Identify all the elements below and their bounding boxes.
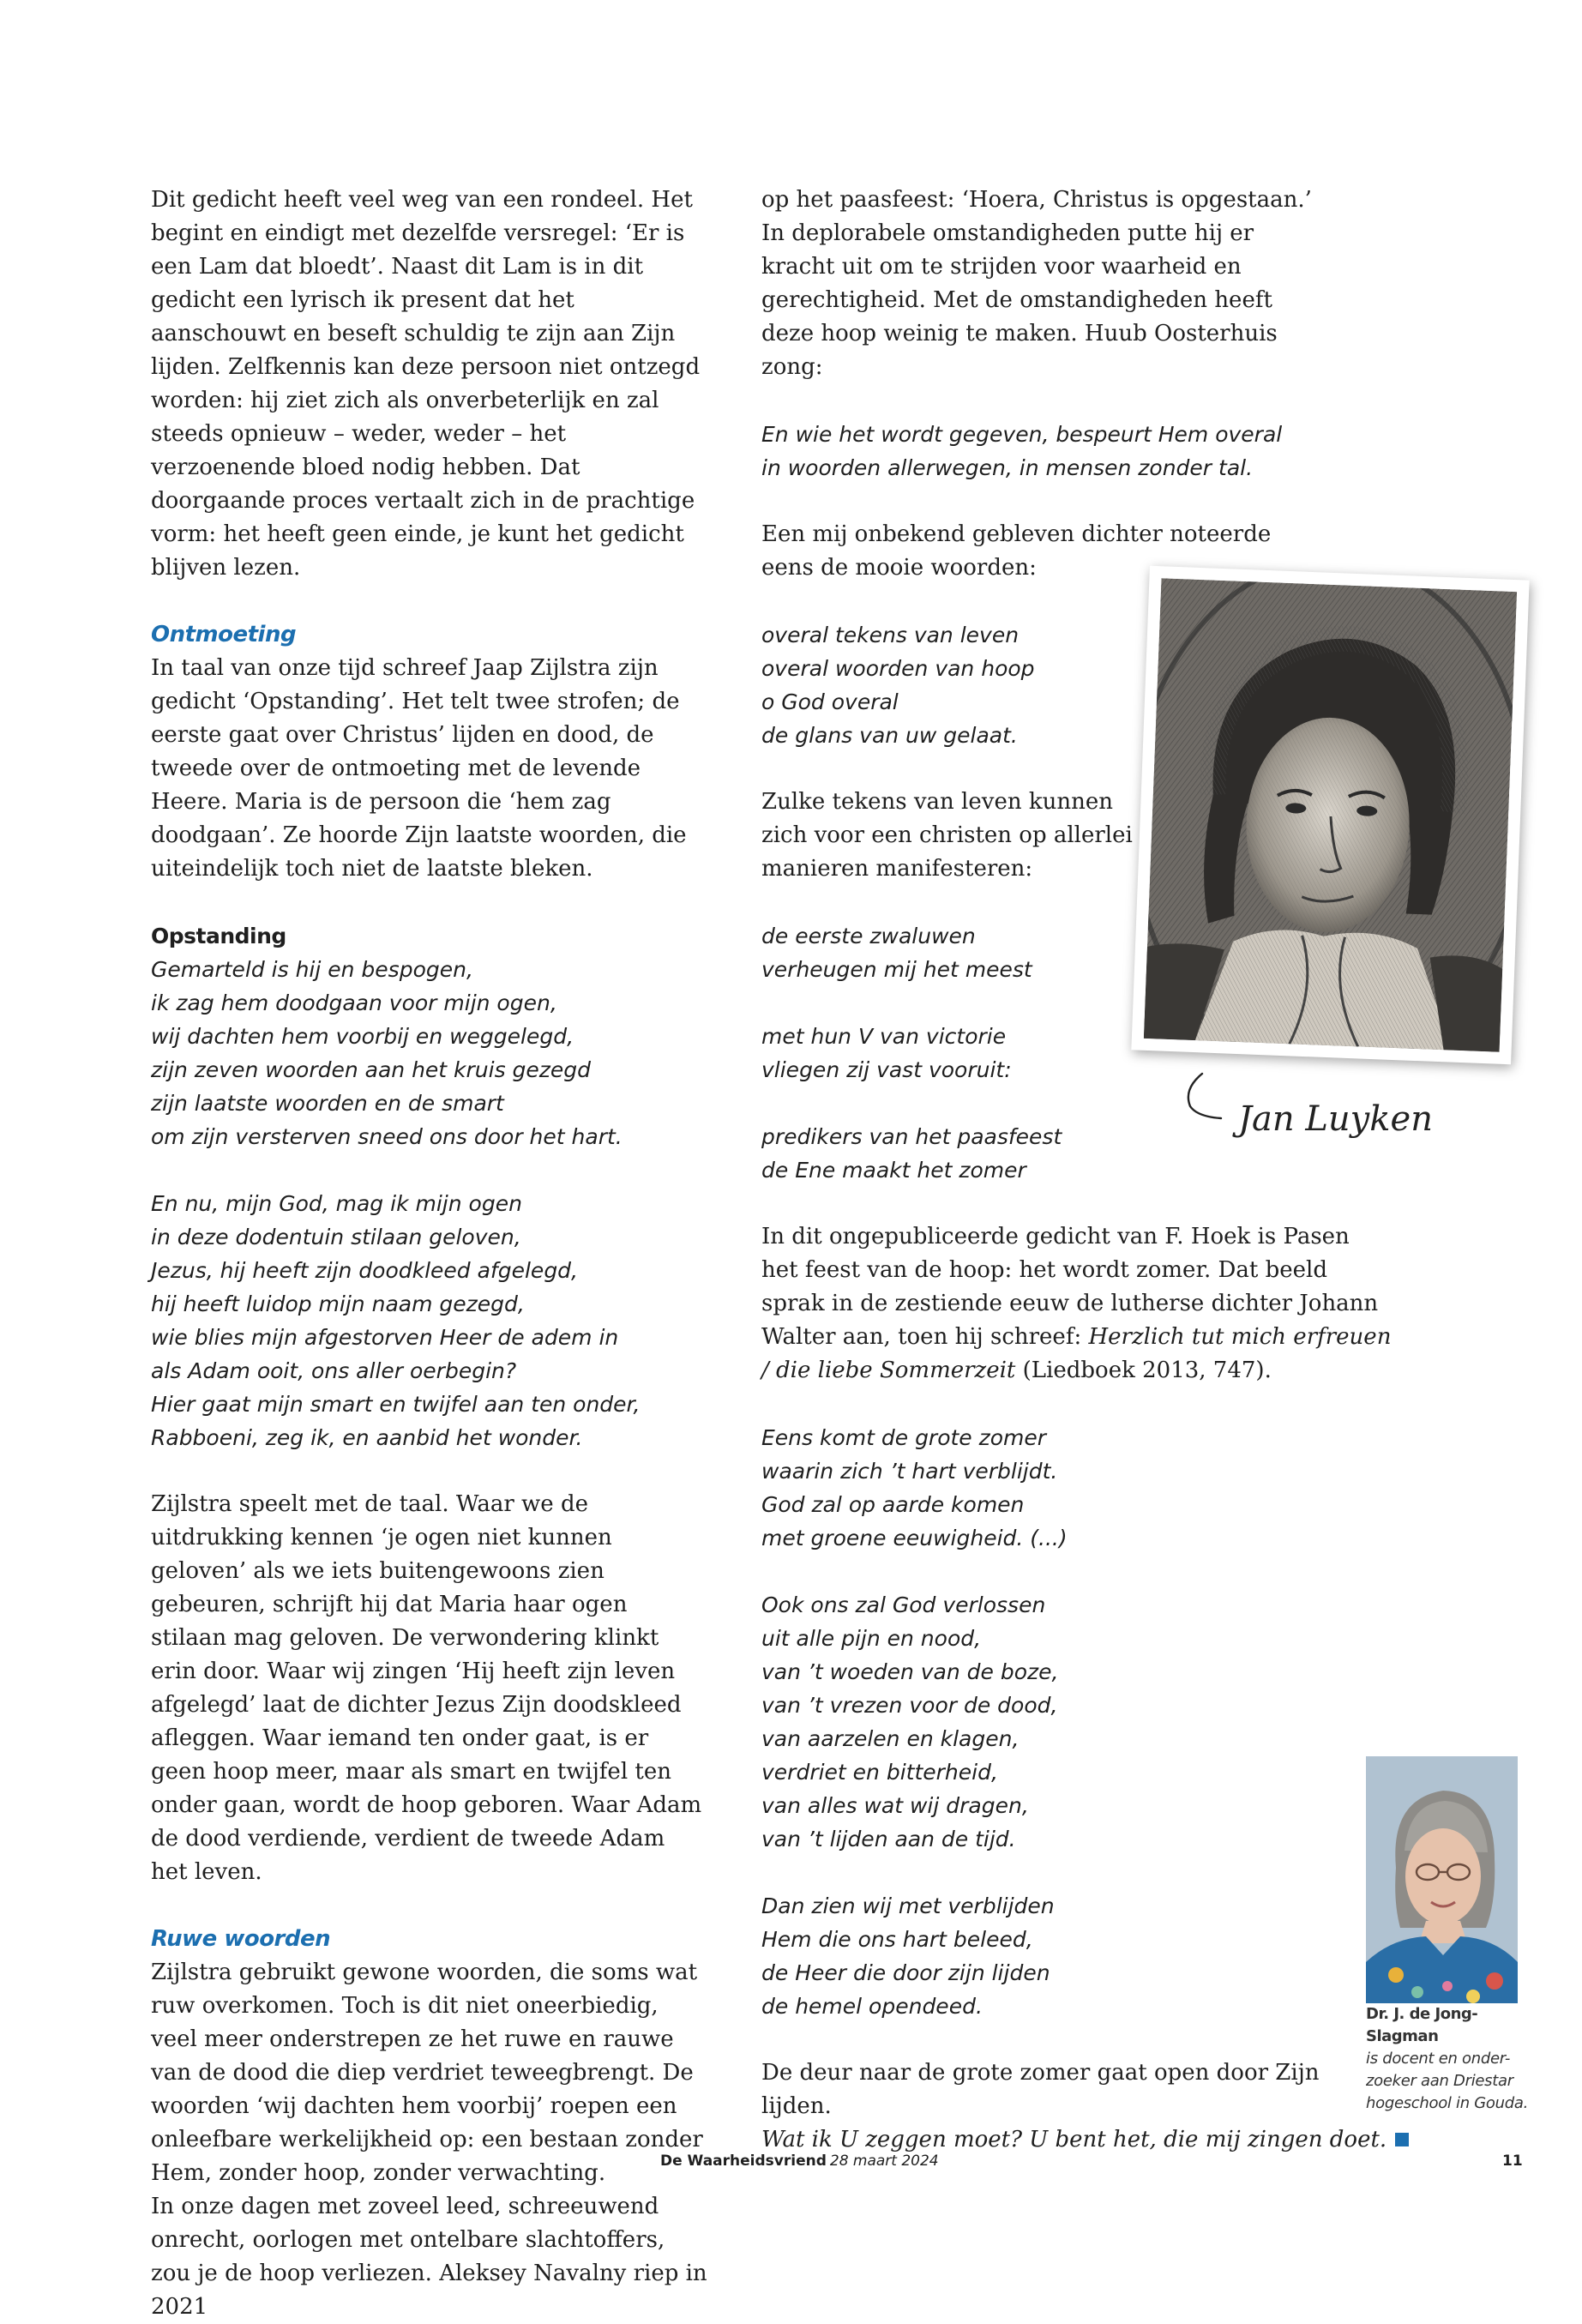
text-span: Walter aan, toen hij schreef:	[761, 1324, 1089, 1350]
poem-line: waarin zich ’t hart verblijdt.	[761, 1459, 1058, 1484]
quote-line: de glans van uw gelaat.	[761, 723, 1018, 748]
closing-paragraph	[761, 2056, 1387, 2157]
quote-line: overal tekens van leven	[761, 623, 1020, 647]
author-description-line: is docent en onder-	[1366, 2050, 1511, 2068]
text-line: Zulke tekens van leven kunnen	[761, 789, 1113, 815]
poem-line: Eens komt de grote zomer	[761, 1425, 1047, 1450]
portrait-photo-frame	[1131, 566, 1529, 1065]
poem-line: Ook ons zal God verlossen	[761, 1592, 1046, 1617]
quote-line: En wie het wordt gegeven, bespeurt Hem overal	[761, 422, 1283, 447]
signature-jan-luyken	[1178, 1063, 1461, 1158]
poem-line: En nu, mijn God, mag ik mijn ogen	[151, 1191, 522, 1216]
text-span: (Liedboek 2013, 747).	[1015, 1358, 1272, 1383]
poem-line: met hun V van victorie	[761, 1024, 1007, 1049]
portrait-engraving	[1144, 578, 1517, 1052]
poem-line: zijn laatste woorden en de smart	[151, 1091, 504, 1116]
author-description-line: zoeker aan Driestar	[1366, 2072, 1513, 2090]
poem-line: verheugen mij het meest	[761, 957, 1032, 982]
poem-title: Opstanding	[151, 924, 286, 948]
hymn-stanza-2	[761, 1588, 1327, 1856]
poem-line: predikers van het paasfeest	[761, 1124, 1062, 1149]
text-line: De deur naar de grote zomer gaat open door Zijn	[761, 2060, 1320, 2086]
paragraph: In taal van onze tijd schreef Jaap Zijlstra zijn gedicht ‘Opstanding’. Het telt twee strofen; de eerste gaat over Christus’ lijden en dood, de tweede over de ontmoeting met de levende Heere. Maria is de persoon die ‘hem zag doodgaan’. Ze hoorde Zijn laatste woorden, die uiteindelijk toch niet de laatste bleken.	[151, 655, 687, 882]
end-mark-icon	[1395, 2133, 1409, 2146]
text-line: In dit ongepubliceerde gedicht van F. Hoek is Pasen	[761, 1224, 1350, 1249]
poem-line: van aarzelen en klagen,	[761, 1726, 1020, 1751]
poem-line: met groene eeuwigheid. (...)	[761, 1526, 1068, 1550]
poem-line: Hem die ons hart beleed,	[761, 1927, 1033, 1952]
poem-line: God zal op aarde komen	[761, 1492, 1025, 1517]
text-line: sprak in de zestiende eeuw de lutherse dichter Johann	[761, 1291, 1379, 1316]
poem-line: van ’t vrezen voor de dood,	[761, 1693, 1058, 1718]
text-line: het feest van de hoop: het wordt zomer. Dat beeld	[761, 1257, 1327, 1283]
paragraph: In onze dagen met zoveel leed, schreeuwend onrecht, oorlogen met ontelbare slachtoffers, zou je de hoop verliezen. Aleksey Navalny riep in 2021	[151, 2194, 707, 2320]
paragraph	[761, 1220, 1392, 1388]
publication-date: 28 maart 2024	[829, 2152, 939, 2170]
text-line: manieren manifesteren:	[761, 856, 1033, 882]
poem-line: de eerste zwaluwen	[761, 924, 976, 948]
poem-line: Hier gaat mijn smart en twijfel aan ten onder,	[151, 1392, 641, 1417]
quote-line: o God overal	[761, 689, 899, 714]
closing-quote: Wat ik U zeggen moet? U bent het, die mij zingen doet.	[761, 2127, 1387, 2152]
poem-line: de Ene maakt het zomer	[761, 1158, 1026, 1183]
poem-line: om zijn versterven sneed ons door het hart.	[151, 1124, 623, 1149]
poem-line: ik zag hem doodgaan voor mijn ogen,	[151, 990, 557, 1015]
paragraph: Een mij onbekend gebleven dichter noteerde eens de mooie woorden:	[761, 521, 1272, 581]
text-line: zich voor een christen op allerlei	[761, 822, 1133, 848]
author-name: Dr. J. de Jong-Slagman	[1366, 2005, 1478, 2045]
poem-line: zijn zeven woorden aan het kruis gezegd	[151, 1057, 592, 1082]
author-caption	[1366, 2003, 1529, 2115]
poem-stanza-1	[151, 953, 708, 1153]
hymn-title-italic: Herzlich tut mich erfreuen	[1088, 1324, 1392, 1350]
quote-line: in woorden allerwegen, in mensen zonder tal.	[761, 455, 1254, 480]
poem-line: de hemel opendeed.	[761, 1994, 983, 2019]
paragraph: op het paasfeest: ‘Hoera, Christus is opgestaan.’ In deplorabele omstandigheden putte hij er kracht uit om te strijden voor waarheid en gerechtigheid. Met de omstandigheden heeft deze hoop weinig te maken. Huub Oosterhuis zong:	[761, 187, 1312, 380]
poem-line: uit alle pijn en nood,	[761, 1626, 982, 1651]
poem-line: Gemarteld is hij en bespogen,	[151, 957, 473, 982]
publication-name: De Waarheidsvriend	[660, 2152, 827, 2170]
author-photo	[1366, 1756, 1518, 2003]
poem-line: Dan zien wij met verblijden	[761, 1894, 1055, 1918]
page-number: 11	[1502, 2152, 1523, 2170]
poem-line: in deze dodentuin stilaan geloven,	[151, 1225, 521, 1249]
poem-stanza-2	[151, 1187, 708, 1454]
poem-line: van ’t lijden aan de tijd.	[761, 1827, 1016, 1851]
hymn-stanza-3	[761, 1889, 1327, 2023]
poem-line: verdriet en bitterheid,	[761, 1760, 998, 1785]
poem-line: hij heeft luidop mijn naam gezegd,	[151, 1291, 525, 1316]
text-line	[761, 1354, 1327, 1388]
text-line: lijden.	[761, 2093, 832, 2119]
section-heading-ontmoeting: Ontmoeting	[151, 622, 297, 647]
hymn-title-italic: / die liebe Sommerzeit	[761, 1358, 1016, 1383]
footer-publication	[660, 2152, 939, 2170]
signature-text: Jan Luyken	[1238, 1099, 1433, 1139]
paragraph: Dit gedicht heeft veel weg van een rondeel. Het begint en eindigt met dezelfde versregel: ‘Er is een Lam dat bloedt’. Naast dit Lam is in dit gedicht een lyrisch ik present dat het aanschouwt en beseft schuldig te zijn aan Zijn lijden. Zelfkennis kan deze persoon niet ontzegd worden: hij ziet zich als onverbeterlijk en zal steeds opnieuw – weder, weder – het verzoenende bloed nodig hebben. Dat doorgaande proces vertaalt zich in de prachtige vorm: het heeft geen einde, je kunt het gedicht blijven lezen.	[151, 187, 701, 581]
poem-line: vliegen zij vast vooruit:	[761, 1057, 1012, 1082]
poem-line: Rabboeni, zeg ik, en aanbid het wonder.	[151, 1425, 583, 1450]
quote-oosterhuis	[761, 418, 1327, 485]
poem-line: van ’t woeden van de boze,	[761, 1659, 1059, 1684]
author-description	[1366, 2048, 1529, 2115]
poem-line: wie blies mijn afgestorven Heer de adem in	[151, 1325, 619, 1350]
poem-line: van alles wat wij dragen,	[761, 1793, 1029, 1818]
quote-line: overal woorden van hoop	[761, 656, 1035, 681]
hymn-stanza-1	[761, 1421, 1327, 1555]
poem-line: Jezus, hij heeft zijn doodkleed afgelegd,	[151, 1258, 578, 1283]
paragraph: Zijlstra gebruikt gewone woorden, die soms wat ruw overkomen. Toch is dit niet oneerbiedig, veel meer onderstrepen ze het ruwe en rauwe van de dood die diep verdriet teweegbrengt. De woorden ‘wij dachten hem voorbij’ roepen een onleefbare werkelijkheid op: een bestaan zonder Hem, zonder hoop, zonder verwachting.	[151, 1960, 703, 2186]
left-column	[151, 184, 708, 2324]
author-description-line: hogeschool in Gouda.	[1366, 2094, 1529, 2112]
author-portrait	[1366, 1756, 1518, 2003]
poem-line: de Heer die door zijn lijden	[761, 1960, 1050, 1985]
text-line	[761, 1321, 1392, 1354]
paragraph: Zijlstra speelt met de taal. Waar we de uitdrukking kennen ‘je ogen niet kunnen geloven’ als we iets buitengewoons zien gebeuren, schrijft hij dat Maria haar ogen stilaan mag geloven. De verwondering klinkt erin door. Waar wij zingen ‘Hij heeft zijn leven afgelegd’ laat de dichter Jezus Zijn doodskleed afleggen. Waar iemand ten onder gaat, is er geen hoop meer, maar als smart en twijfel ten onder gaan, wordt de hoop geboren. Waar Adam de dood verdiende, verdient de tweede Adam het leven.	[151, 1491, 702, 1885]
poem-line: wij dachten hem voorbij en weggelegd,	[151, 1024, 574, 1049]
poem-line: als Adam ooit, ons aller oerbegin?	[151, 1358, 517, 1383]
section-heading-ruwe-woorden: Ruwe woorden	[151, 1926, 331, 1952]
